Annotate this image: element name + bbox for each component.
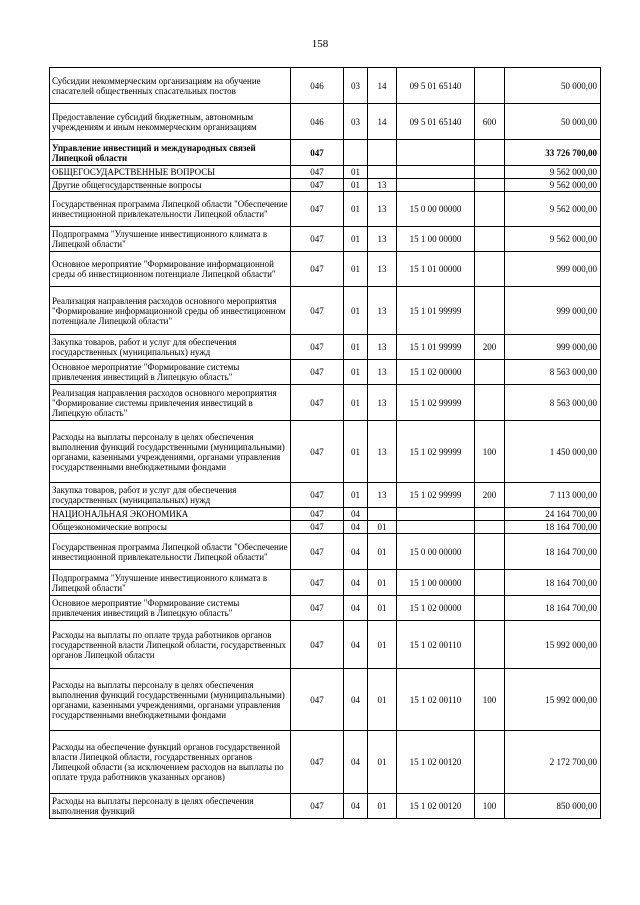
expense-name-cell: Общеэкономические вопросы (50, 521, 291, 534)
target-article-cell: 15 1 02 00000 (397, 360, 475, 385)
table-row (50, 335, 601, 360)
expense-name-cell: НАЦИОНАЛЬНАЯ ЭКОНОМИКА (50, 508, 291, 521)
table-row (50, 360, 601, 385)
section-code-cell: 01 (344, 166, 368, 179)
expense-name-cell: Расходы на выплаты персоналу в целях обеспечения выполнения функций государственными (муниципальными) органами, казенными учреждениями, органами управления государственными внебюджетными фондами (50, 421, 291, 483)
amount-cell: 18 164 700,00 (505, 534, 601, 570)
amount-cell: 18 164 700,00 (505, 596, 601, 621)
amount-cell: 9 562 000,00 (505, 227, 601, 252)
subsection-code-cell: 13 (368, 360, 397, 385)
section-code-cell: 04 (344, 534, 368, 570)
expense-type-cell (475, 227, 505, 252)
table-row (50, 104, 601, 140)
expense-type-cell (475, 385, 505, 421)
expense-name-cell: Основное мероприятие "Формирование системы привлечения инвестиций в Липецкую область" (50, 360, 291, 385)
subsection-code-cell: 13 (368, 252, 397, 287)
expense-type-cell (475, 508, 505, 521)
target-article-cell: 15 1 00 00000 (397, 570, 475, 596)
target-article-cell: 15 0 00 00000 (397, 192, 475, 227)
department-code-cell: 047 (291, 534, 344, 570)
department-code-cell: 047 (291, 794, 344, 819)
page-number: 158 (311, 38, 329, 50)
expense-name-cell: Другие общегосударственные вопросы (50, 179, 291, 192)
department-code-cell: 047 (291, 669, 344, 731)
expense-type-cell (475, 731, 505, 794)
expense-name-cell: Расходы на выплаты персоналу в целях обеспечения выполнения функций (50, 794, 291, 819)
section-code-cell (344, 140, 368, 166)
expense-type-cell: 100 (475, 421, 505, 483)
section-code-cell: 04 (344, 508, 368, 521)
table-row (50, 227, 601, 252)
expense-type-cell: 100 (475, 669, 505, 731)
target-article-cell (397, 508, 475, 521)
section-code-cell: 01 (344, 421, 368, 483)
section-code-cell: 04 (344, 731, 368, 794)
subsection-code-cell: 01 (368, 596, 397, 621)
table-row (50, 252, 601, 287)
expense-type-cell (475, 192, 505, 227)
expense-type-cell (475, 166, 505, 179)
subsection-code-cell: 01 (368, 794, 397, 819)
subsection-code-cell: 13 (368, 385, 397, 421)
department-code-cell: 047 (291, 508, 344, 521)
amount-cell: 15 992 000,00 (505, 669, 601, 731)
target-article-cell: 15 0 00 00000 (397, 534, 475, 570)
department-code-cell: 047 (291, 360, 344, 385)
amount-cell: 1 450 000,00 (505, 421, 601, 483)
amount-cell: 50 000,00 (505, 68, 601, 104)
section-code-cell: 01 (344, 287, 368, 335)
target-article-cell: 15 1 02 00120 (397, 731, 475, 794)
table-row (50, 669, 601, 731)
amount-cell: 24 164 700,00 (505, 508, 601, 521)
subsection-code-cell: 01 (368, 521, 397, 534)
subsection-code-cell: 13 (368, 192, 397, 227)
target-article-cell: 15 1 02 00110 (397, 621, 475, 669)
section-code-cell: 04 (344, 521, 368, 534)
subsection-code-cell: 13 (368, 335, 397, 360)
table-row (50, 508, 601, 521)
table-row (50, 140, 601, 166)
expense-name-cell: Расходы на выплаты по оплате труда работников органов государственной власти Липецкой области, государственных органов Липецкой области (50, 621, 291, 669)
target-article-cell: 09 5 01 65140 (397, 68, 475, 104)
expense-name-cell: Государственная программа Липецкой области "Обеспечение инвестиционной привлекательности Липецкой области" (50, 192, 291, 227)
department-code-cell: 047 (291, 192, 344, 227)
department-code-cell: 047 (291, 227, 344, 252)
subsection-code-cell: 01 (368, 534, 397, 570)
target-article-cell: 15 1 02 00120 (397, 794, 475, 819)
target-article-cell (397, 140, 475, 166)
target-article-cell: 15 1 02 99999 (397, 385, 475, 421)
section-code-cell: 01 (344, 483, 368, 508)
target-article-cell (397, 166, 475, 179)
section-code-cell: 04 (344, 621, 368, 669)
target-article-cell: 15 1 01 00000 (397, 252, 475, 287)
expense-type-cell (475, 252, 505, 287)
table-row (50, 521, 601, 534)
expense-type-cell (475, 179, 505, 192)
expense-type-cell (475, 360, 505, 385)
department-code-cell: 047 (291, 596, 344, 621)
subsection-code-cell (368, 166, 397, 179)
expense-name-cell: ОБЩЕГОСУДАРСТВЕННЫЕ ВОПРОСЫ (50, 166, 291, 179)
target-article-cell: 15 1 02 99999 (397, 483, 475, 508)
expense-name-cell: Основное мероприятие "Формирование системы привлечения инвестиций в Липецкую область" (50, 596, 291, 621)
expense-name-cell: Подпрограмма "Улучшение инвестиционного климата в Липецкой области" (50, 227, 291, 252)
subsection-code-cell: 14 (368, 104, 397, 140)
table-row (50, 483, 601, 508)
target-article-cell (397, 521, 475, 534)
department-code-cell: 046 (291, 104, 344, 140)
department-code-cell: 047 (291, 570, 344, 596)
subsection-code-cell (368, 140, 397, 166)
expense-name-cell: Подпрограмма "Улучшение инвестиционного климата в Липецкой области" (50, 570, 291, 596)
section-code-cell: 01 (344, 192, 368, 227)
expense-type-cell (475, 521, 505, 534)
department-code-cell: 047 (291, 287, 344, 335)
department-code-cell: 047 (291, 731, 344, 794)
department-code-cell: 047 (291, 335, 344, 360)
expense-name-cell: Реализация направления расходов основного мероприятия "Формирование информационной среды об инвестиционном потенциале Липецкой области" (50, 287, 291, 335)
amount-cell: 18 164 700,00 (505, 570, 601, 596)
department-code-cell: 047 (291, 621, 344, 669)
subsection-code-cell: 01 (368, 570, 397, 596)
section-code-cell: 04 (344, 596, 368, 621)
amount-cell: 2 172 700,00 (505, 731, 601, 794)
table-row (50, 534, 601, 570)
amount-cell: 9 562 000,00 (505, 179, 601, 192)
table-row (50, 179, 601, 192)
amount-cell: 9 562 000,00 (505, 192, 601, 227)
department-code-cell: 046 (291, 68, 344, 104)
subsection-code-cell: 13 (368, 421, 397, 483)
section-code-cell: 01 (344, 385, 368, 421)
section-code-cell: 04 (344, 570, 368, 596)
expense-name-cell: Субсидии некоммерческим организациям на обучение спасателей общественных спасательных постов (50, 68, 291, 104)
department-code-cell: 047 (291, 140, 344, 166)
department-code-cell: 047 (291, 483, 344, 508)
amount-cell: 999 000,00 (505, 252, 601, 287)
subsection-code-cell: 01 (368, 669, 397, 731)
subsection-code-cell: 13 (368, 287, 397, 335)
table-row (50, 731, 601, 794)
amount-cell: 850 000,00 (505, 794, 601, 819)
expense-type-cell: 100 (475, 794, 505, 819)
amount-cell: 50 000,00 (505, 104, 601, 140)
expense-type-cell (475, 570, 505, 596)
amount-cell: 15 992 000,00 (505, 621, 601, 669)
department-code-cell: 047 (291, 252, 344, 287)
target-article-cell: 15 1 00 00000 (397, 227, 475, 252)
expense-type-cell (475, 596, 505, 621)
subsection-code-cell (368, 508, 397, 521)
target-article-cell (397, 179, 475, 192)
amount-cell: 999 000,00 (505, 287, 601, 335)
target-article-cell: 15 1 02 00110 (397, 669, 475, 731)
expense-type-cell: 200 (475, 483, 505, 508)
expense-name-cell: Реализация направления расходов основного мероприятия "Формирование системы привлечения инвестиций в Липецкую область" (50, 385, 291, 421)
expense-name-cell: Управление инвестиций и международных связей Липецкой области (50, 140, 291, 166)
expense-name-cell: Расходы на обеспечение функций органов государственной власти Липецкой области, государственных органов Липецкой области (за исключением расходов на выплаты по оплате труда работников указанных органов) (50, 731, 291, 794)
expense-name-cell: Расходы на выплаты персоналу в целях обеспечения выполнения функций государственными (муниципальными) органами, казенными учреждениями, органами управления государственными внебюджетными фондами (50, 669, 291, 731)
expense-name-cell: Закупка товаров, работ и услуг для обеспечения государственных (муниципальных) нужд (50, 335, 291, 360)
table-row (50, 68, 601, 104)
subsection-code-cell: 13 (368, 179, 397, 192)
expense-name-cell: Государственная программа Липецкой области "Обеспечение инвестиционной привлекательности Липецкой области" (50, 534, 291, 570)
expense-name-cell: Закупка товаров, работ и услуг для обеспечения государственных (муниципальных) нужд (50, 483, 291, 508)
table-row (50, 596, 601, 621)
subsection-code-cell: 01 (368, 731, 397, 794)
department-code-cell: 047 (291, 166, 344, 179)
department-code-cell: 047 (291, 179, 344, 192)
subsection-code-cell: 14 (368, 68, 397, 104)
target-article-cell: 15 1 01 99999 (397, 287, 475, 335)
amount-cell: 8 563 000,00 (505, 385, 601, 421)
amount-cell: 33 726 700,00 (505, 140, 601, 166)
department-code-cell: 047 (291, 521, 344, 534)
section-code-cell: 01 (344, 227, 368, 252)
table-row (50, 287, 601, 335)
section-code-cell: 01 (344, 335, 368, 360)
amount-cell: 8 563 000,00 (505, 360, 601, 385)
target-article-cell: 15 1 01 99999 (397, 335, 475, 360)
expense-type-cell: 600 (475, 104, 505, 140)
expense-name-cell: Предоставление субсидий бюджетным, автономным учреждениям и иным некоммерческим организациям (50, 104, 291, 140)
table-row (50, 385, 601, 421)
expense-type-cell (475, 140, 505, 166)
subsection-code-cell: 01 (368, 621, 397, 669)
amount-cell: 999 000,00 (505, 335, 601, 360)
target-article-cell: 15 1 02 00000 (397, 596, 475, 621)
table-row (50, 570, 601, 596)
amount-cell: 7 113 000,00 (505, 483, 601, 508)
section-code-cell: 01 (344, 360, 368, 385)
subsection-code-cell: 13 (368, 227, 397, 252)
expense-type-cell (475, 287, 505, 335)
table-row (50, 166, 601, 179)
expense-type-cell (475, 68, 505, 104)
amount-cell: 18 164 700,00 (505, 521, 601, 534)
target-article-cell: 15 1 02 99999 (397, 421, 475, 483)
subsection-code-cell: 13 (368, 483, 397, 508)
expense-name-cell: Основное мероприятие "Формирование информационной среды об инвестиционном потенциале Липецкой области" (50, 252, 291, 287)
amount-cell: 9 562 000,00 (505, 166, 601, 179)
section-code-cell: 01 (344, 179, 368, 192)
budget-table (49, 67, 601, 819)
section-code-cell: 04 (344, 669, 368, 731)
section-code-cell: 01 (344, 252, 368, 287)
department-code-cell: 047 (291, 421, 344, 483)
section-code-cell: 03 (344, 104, 368, 140)
table-row (50, 192, 601, 227)
expense-type-cell (475, 621, 505, 669)
department-code-cell: 047 (291, 385, 344, 421)
table-row (50, 621, 601, 669)
expense-type-cell (475, 534, 505, 570)
section-code-cell: 03 (344, 68, 368, 104)
table-row (50, 421, 601, 483)
section-code-cell: 04 (344, 794, 368, 819)
table-row (50, 794, 601, 819)
target-article-cell: 09 5 01 65140 (397, 104, 475, 140)
expense-type-cell: 200 (475, 335, 505, 360)
